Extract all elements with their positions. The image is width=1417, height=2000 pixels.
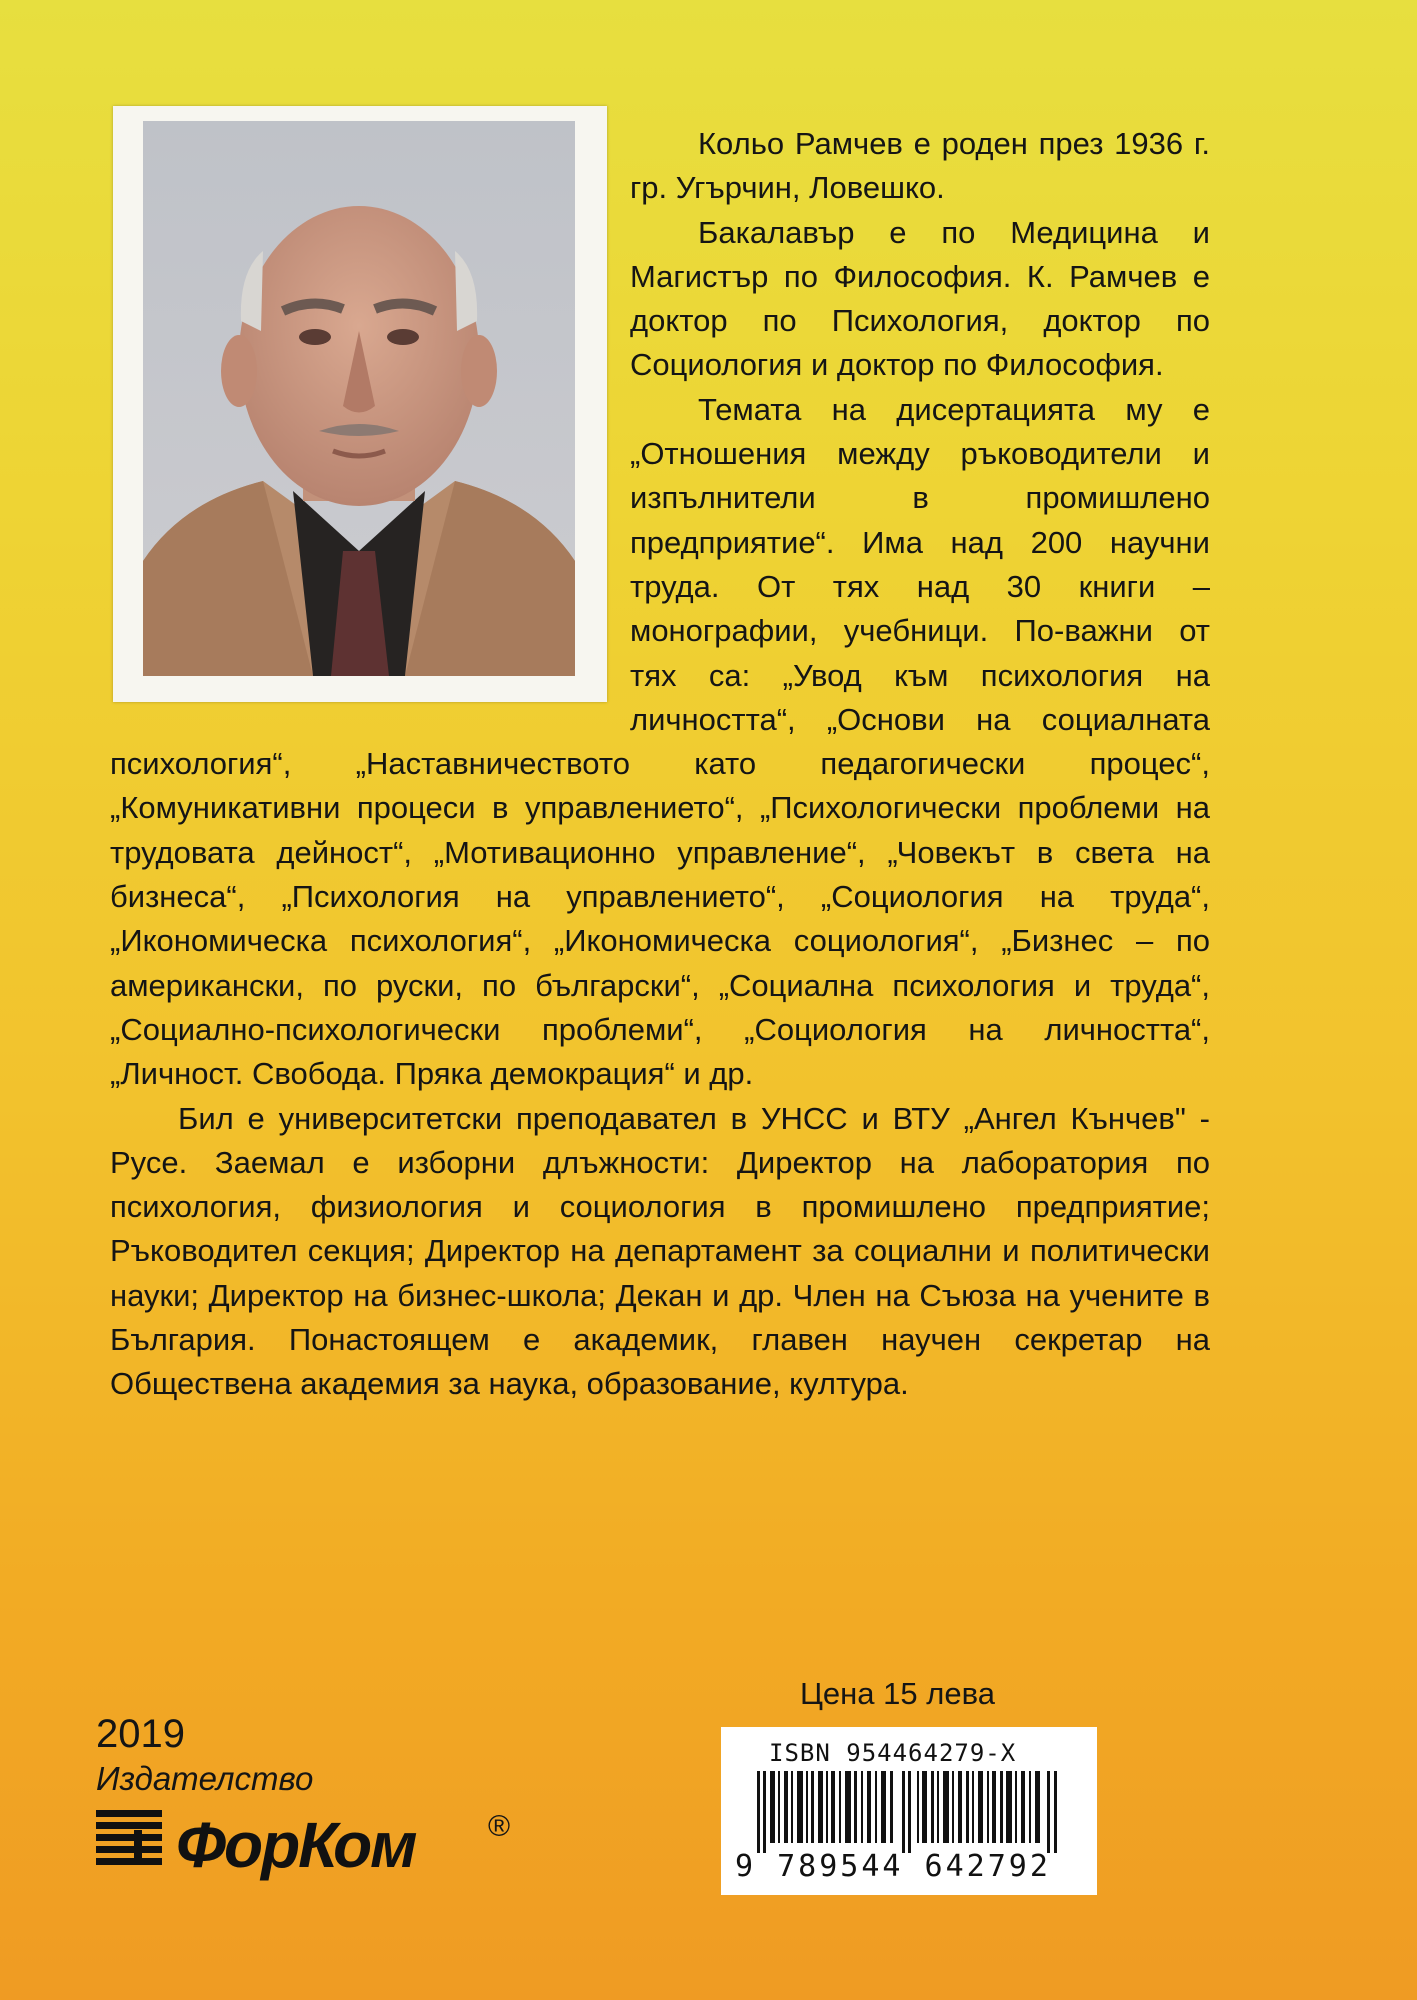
publisher-name: ФорКом: [176, 1809, 416, 1881]
publisher-emblem-icon: [96, 1808, 166, 1874]
publisher-logo: [96, 1808, 511, 1881]
publication-year: 2019: [96, 1712, 185, 1756]
ean-number: 9 789544 642792: [735, 1849, 1051, 1884]
registered-mark: ®: [488, 1810, 511, 1843]
price-label: Цена 15 лева: [800, 1676, 995, 1711]
barcode-bars: [757, 1771, 1063, 1853]
bio-paragraph-2: Бакалавър е по Медицина и Магистър по Философия. К. Рамчев е доктор по Психология, доктор по Социология и доктор по Философия.: [630, 214, 1210, 383]
publisher-label: Издателство: [96, 1760, 314, 1797]
photo-text-wrap-spacer: [110, 122, 630, 742]
bio-paragraph-1: Кольо Рамчев е роден през 1936 г. гр. Угърчин, Ловешко.: [630, 126, 1210, 206]
isbn-number: ISBN 954464279-X: [769, 1739, 1017, 1767]
author-biography: [110, 122, 1210, 1407]
bio-paragraph-4: Бил е университетски преподавател в УНСС и ВТУ „Ангел Кънчев" - Русе. Заемал е изборни длъжности: Директор на лаборатория по психология, физиология и социология в промишлено предприятие; Ръководител секция; Директор на департамент за социални и политически науки; Директор на бизнес-школа; Декан и др. Член на Съюза на учените в България. Понастоящем е академик, главен научен секретар на Обществена академия за наука, образование, култура.: [110, 1100, 1210, 1402]
barcode-sticker: [721, 1727, 1097, 1895]
bio-paragraph-3: Темата на дисертацията му е „Отношения между ръководители и изпълнители в промишлено предприятие“. Има над 200 научни труда. От тях над 30 книги – монографии, учебници. По-важни от тях са: „Увод към психология на личността“, „Основи на социалната психология“, „Наставничеството като педагогически процес“, „Комуникативни процеси в управлението“, „Психологически проблеми на трудовата дейност“, „Мотивационно управление“, „Човекът в света на бизнеса“, „Психология на управлението“, „Социология на труда“, „Икономическа психология“, „Икономическа социология“, „Бизнес – по американски, по руски, по български“, „Социална психология и труда“, „Социално-психологически проблеми“, „Социология на личността“, „Личност. Свобода. Пряка демокрация“ и др.: [110, 391, 1210, 1092]
